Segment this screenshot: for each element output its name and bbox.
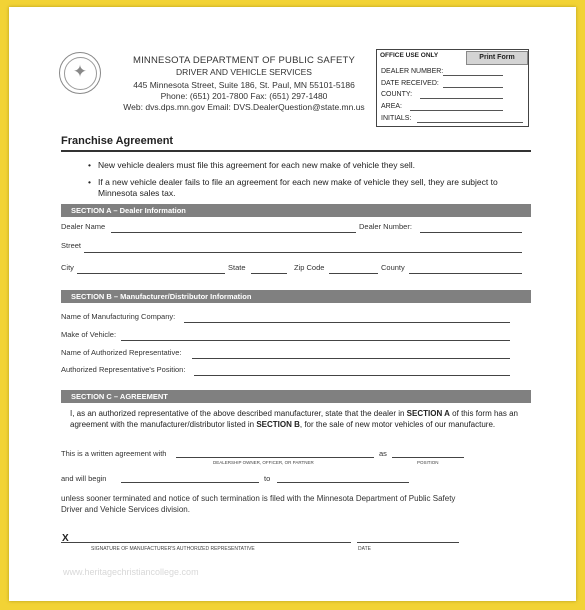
company-input[interactable] (184, 322, 510, 323)
section-b-heading: SECTION B – Manufacturer/Distributor Information (61, 290, 531, 303)
signature-x-mark: X (62, 533, 69, 544)
state-seal-icon: ✦ (59, 52, 101, 94)
end-date-input[interactable] (277, 482, 409, 483)
date-input[interactable] (357, 542, 459, 543)
office-use-title: OFFICE USE ONLY (380, 52, 439, 59)
written-agreement-label: This is a written agreement with (61, 449, 167, 458)
dept-phone: Phone: (651) 201-7800 Fax: (651) 297-1480 (160, 91, 328, 101)
position-caption: POSITION (417, 460, 439, 465)
street-label: Street (61, 241, 82, 250)
dealer-number-label: Dealer Number: (359, 222, 412, 231)
rep-name-label: Name of Authorized Representative: (61, 348, 182, 357)
agreement-paragraph: I, as an authorized representative of the above described manufacturer, state that the dealer in SECTION A of this form has an agreement with the manufacturer/distributor listed in SECTION B, for the sale of new motor vehicles of our manufacture. (70, 409, 518, 429)
office-field-label: DEALER NUMBER: (381, 68, 444, 75)
county-input[interactable] (420, 98, 503, 99)
termination-text: Driver and Vehicle Services division. (61, 505, 190, 514)
signature-caption: SIGNATURE OF MANUFACTURER'S AUTHORIZED REPRESENTATIVE (91, 546, 255, 552)
position-input[interactable] (392, 457, 464, 458)
zip-input[interactable] (329, 273, 378, 274)
section-a-heading: SECTION A – Dealer Information (61, 204, 531, 217)
section-a-ref: SECTION A (406, 409, 450, 418)
dealership-caption: DEALERSHIP OWNER, OFFICER, OR PARTNER (213, 460, 314, 465)
date-received-input[interactable] (443, 87, 503, 88)
office-field-label: COUNTY: (381, 91, 413, 98)
print-form-button[interactable]: Print Form (466, 51, 528, 65)
office-field-label: INITIALS: (381, 115, 412, 122)
list-item: • New vehicle dealers must file this agreement for each new make of vehicle they sell. (88, 160, 416, 170)
section-b-ref: SECTION B (256, 420, 300, 429)
section-c-heading: SECTION C – AGREEMENT (61, 390, 531, 403)
division-name: DRIVER AND VEHICLE SERVICES (176, 67, 312, 77)
company-label: Name of Manufacturing Company: (61, 312, 176, 321)
office-field-label: DATE RECEIVED: (381, 80, 439, 87)
dealer-name-input[interactable] (111, 232, 356, 233)
termination-text: unless sooner terminated and notice of such termination is filed with the Minnesota Department of Public Safety (61, 494, 456, 503)
state-label: State (228, 263, 246, 272)
city-input[interactable] (77, 273, 225, 274)
county-field[interactable] (409, 273, 522, 274)
list-item: • If a new vehicle dealer fails to file an agreement for each new make of vehicle they sell, they are subject to Minnesota sales tax. (88, 177, 498, 198)
county-label: County (381, 263, 405, 272)
signature-input[interactable] (61, 542, 351, 543)
zip-label: Zip Code (294, 263, 325, 272)
make-input[interactable] (121, 340, 510, 341)
title-divider (61, 150, 531, 152)
dealership-owner-input[interactable] (176, 457, 374, 458)
date-caption: DATE (358, 546, 371, 552)
city-label: City (61, 263, 74, 272)
to-label: to (264, 474, 271, 483)
office-use-box (376, 49, 529, 127)
begin-date-input[interactable] (121, 482, 259, 483)
initials-input[interactable] (417, 122, 523, 123)
area-input[interactable] (410, 110, 503, 111)
form-page (9, 7, 576, 601)
rep-name-input[interactable] (192, 358, 510, 359)
page-title: Franchise Agreement (61, 135, 174, 147)
office-field-label: AREA: (381, 103, 403, 110)
dealer-number-input[interactable] (443, 75, 503, 76)
dealer-number-field[interactable] (420, 232, 522, 233)
as-label: as (379, 449, 387, 458)
dept-address: 445 Minnesota Street, Suite 186, St. Paul, MN 55101-5186 (133, 80, 355, 90)
state-input[interactable] (251, 273, 287, 274)
make-label: Make of Vehicle: (61, 330, 117, 339)
dept-web: Web: dvs.dps.mn.gov Email: DVS.DealerQuestion@state.mn.us (123, 102, 365, 112)
rep-position-input[interactable] (194, 375, 510, 376)
bullet-icon: • (88, 177, 91, 187)
bullet-icon: • (88, 160, 91, 170)
rep-position-label: Authorized Representative's Position: (61, 365, 186, 374)
street-input[interactable] (84, 252, 522, 253)
will-begin-label: and will begin (61, 474, 107, 483)
dept-name: MINNESOTA DEPARTMENT OF PUBLIC SAFETY (132, 55, 356, 66)
watermark-text: www.heritagechristiancollege.com (63, 567, 199, 577)
dealer-name-label: Dealer Name (61, 222, 106, 231)
